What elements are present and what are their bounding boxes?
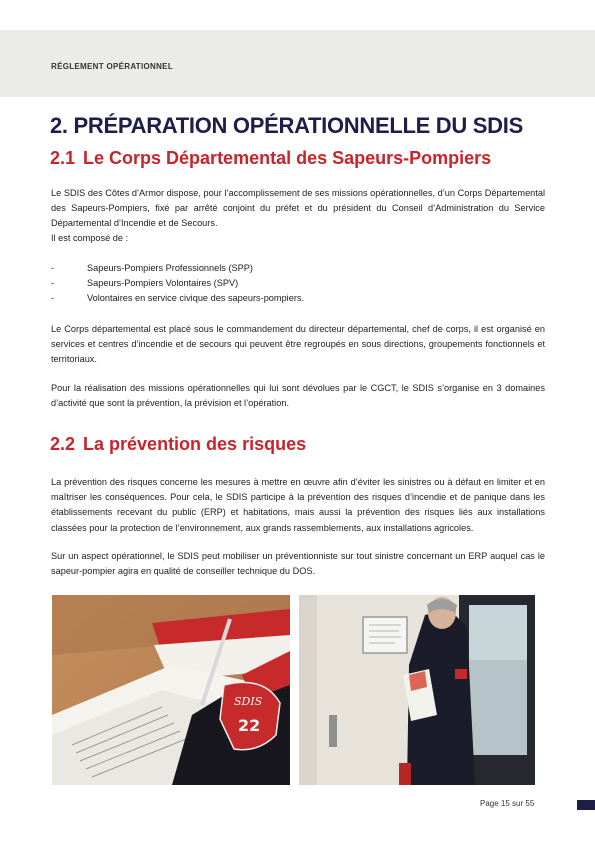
paragraph-commandement: Le Corps départemental est placé sous le commandement du directeur départemental, chef de corps, il est organisé en services et centres d’incendie et de secours qui peuvent être regroupés en sous directions, groupements fonctionnels et territoriaux.	[51, 324, 545, 365]
footer-accent-mark	[577, 800, 595, 810]
section-title: 2. PRÉPARATION OPÉRATIONNELLE DU SDIS	[50, 113, 523, 138]
photo-firefighter-inspection	[299, 595, 535, 785]
list-item: - Sapeurs-Pompiers Professionnels (SPP)	[51, 263, 253, 273]
badge-number: 22	[238, 716, 261, 735]
subsection-number: 2.2	[50, 434, 76, 454]
paragraph-compose: Il est composé de :	[51, 233, 129, 243]
list-item: - Sapeurs-Pompiers Volontaires (SPV)	[51, 278, 239, 289]
photo-documents-illustration	[52, 595, 290, 785]
sdis-badge	[220, 682, 280, 749]
subsection-heading-2-2	[50, 434, 306, 455]
photo-documents-signing	[52, 595, 290, 785]
subsection-heading-2-1	[50, 148, 491, 169]
composition-list	[51, 261, 545, 307]
page-number: Page 15 sur 55	[480, 799, 535, 808]
svg-text:SDIS: SDIS	[234, 695, 263, 708]
photo-inspection-illustration	[299, 595, 535, 785]
paragraph-domaines: Pour la réalisation des missions opérationnelles qui lui sont dévolues par le CGCT, le SDIS s’organise en 3 domaines d’activité que sont la prévention, la prévision et l’opération.	[51, 383, 545, 409]
subsection-title: Le Corps Départemental des Sapeurs-Pompiers	[83, 148, 492, 168]
subsection-number: 2.1	[50, 148, 76, 168]
running-header: RÉGLEMENT OPÉRATIONNEL	[51, 62, 174, 71]
paragraph-corps-intro: Le SDIS des Côtes d’Armor dispose, pour l’accomplissement de ses missions opérationnelles, d’un Corps Départemental des Sapeurs-Pompiers, fixé par arrêté conjoint du préfet et du président du Conseil d’Administration du Service Départemental d’Incendie et de Secours.	[51, 188, 545, 229]
list-item: - Volontaires en service civique des sapeurs-pompiers.	[51, 293, 305, 304]
subsection-title: La prévention des risques	[83, 434, 307, 454]
paragraph-operationnel: Sur un aspect opérationnel, le SDIS peut mobiliser un préventionniste sur tout sinistre concernant un ERP auquel cas le sapeur-pompier agira en qualité de conseiller technique du DOS.	[51, 551, 545, 577]
paragraph-prevention: La prévention des risques concerne les mesures à mettre en œuvre afin d’éviter les sinistres ou à défaut en limiter et en maîtriser les conséquences. Pour cela, le SDIS participe à la prévention des risques d’incendie et de panique dans les établissements recevant du public (ERP) et habitations, mais aussi la prévention des risques liés aux installations classées pour la protection de l’environnement, aux grands rassemblements, aux installations agricoles.	[51, 477, 545, 533]
